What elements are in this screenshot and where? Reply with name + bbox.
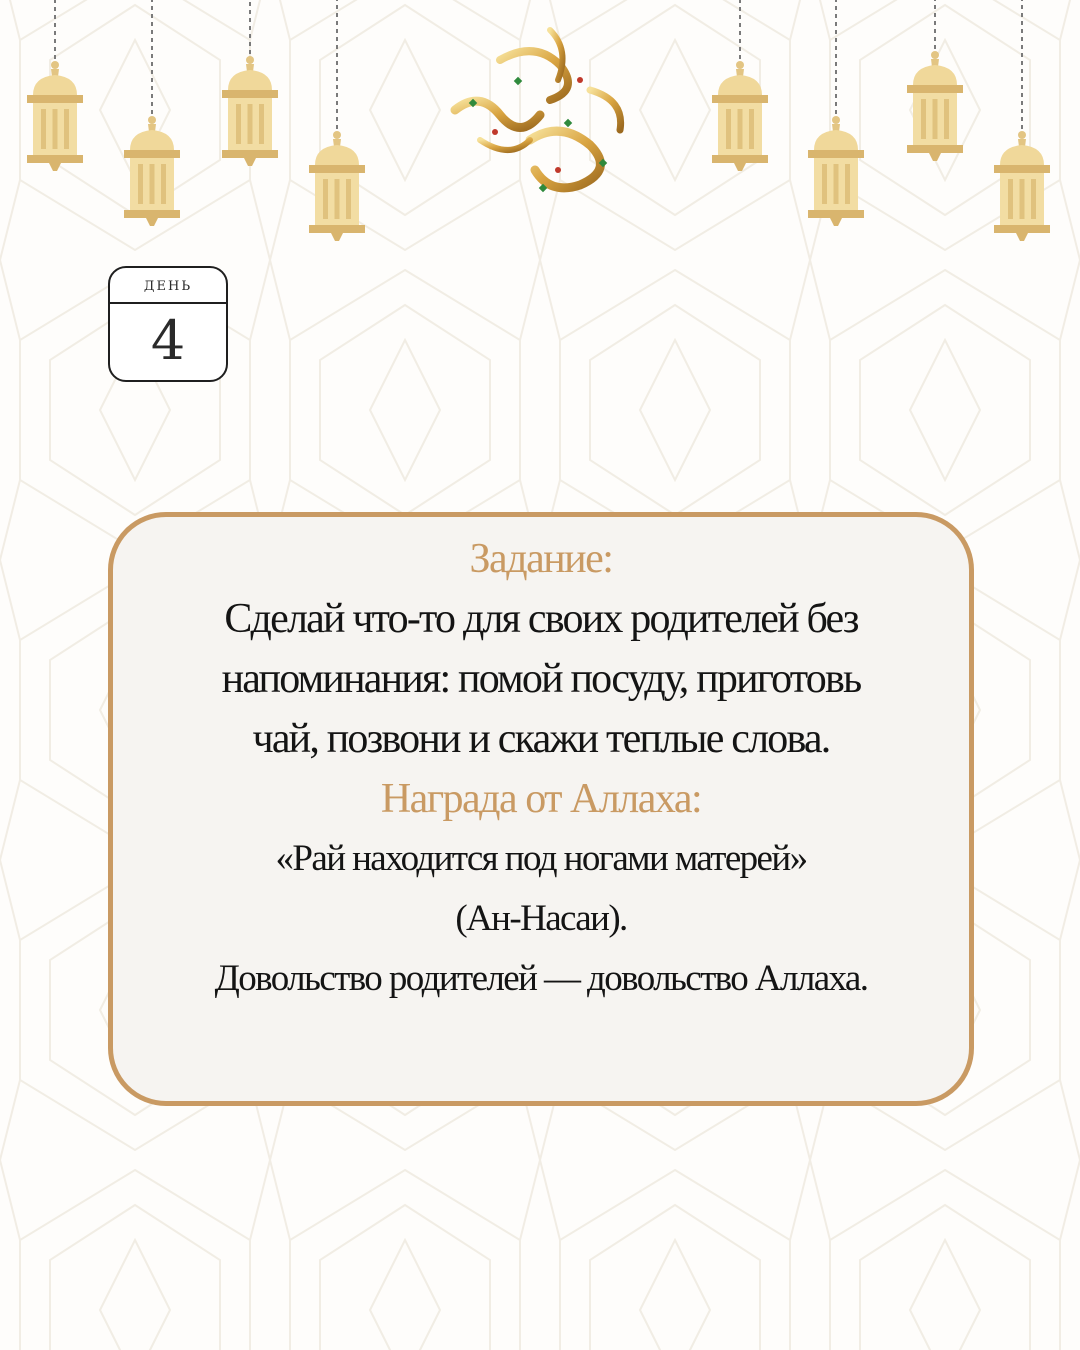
task-text-line: напоминания: помой посуду, приготовь bbox=[221, 656, 861, 702]
reward-text bbox=[113, 829, 969, 1009]
day-card bbox=[108, 266, 228, 382]
task-text-line: Сделай что-то для своих родителей без bbox=[224, 596, 858, 642]
task-card bbox=[108, 512, 974, 1106]
day-card-divider bbox=[110, 302, 226, 304]
reward-heading: Награда от Аллаха: bbox=[380, 776, 702, 822]
reward-text-line: (Ан-Насаи). bbox=[455, 898, 627, 939]
task-text bbox=[113, 589, 969, 769]
task-text-line: чай, позвони и скажи теплые слова. bbox=[252, 716, 830, 762]
day-number: 4 bbox=[150, 309, 186, 372]
day-label: ДЕНЬ bbox=[143, 279, 193, 294]
reward-text-line: «Рай находится под ногами матерей» bbox=[275, 838, 807, 879]
reward-text-line: Довольство родителей — довольство Аллаха. bbox=[214, 958, 868, 999]
calligraphy-emblem bbox=[440, 20, 640, 205]
task-heading: Задание: bbox=[469, 536, 613, 582]
